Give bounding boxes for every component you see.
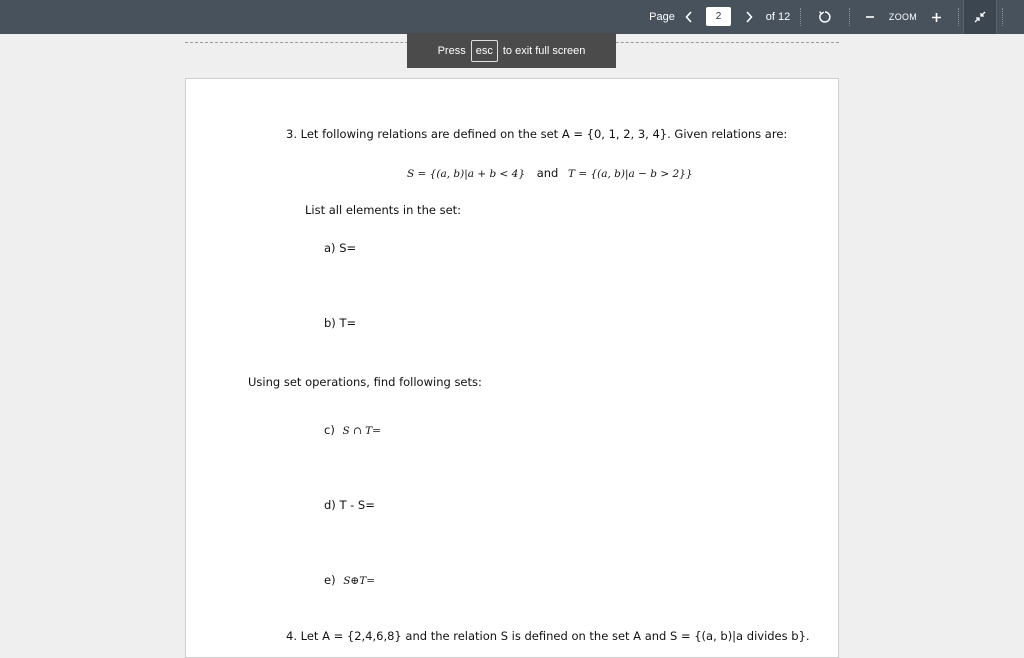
toolbar-separator [849,8,851,26]
item-d: d) T - S= [324,498,375,512]
rotate-button[interactable] [815,0,835,34]
viewer-toolbar [0,0,1024,34]
page-label: Page [649,11,675,23]
exit-fullscreen-button[interactable] [963,0,997,34]
and-word: and [536,166,559,180]
rotate-icon [818,10,832,24]
relation-t-definition: T = {(a, b)|a − b > 2}} [567,168,693,180]
zoom-in-button[interactable] [927,0,945,34]
item-c-label: c) [324,423,335,437]
plus-icon [931,12,942,23]
chevron-right-icon [745,11,753,23]
item-e-expression: S⊕T= [343,575,376,587]
toolbar-separator [958,8,960,26]
zoom-out-button[interactable] [862,0,878,34]
fullscreen-toast [407,33,616,68]
question-4-text: 4. Let A = {2,4,6,8} and the relation S is defined on the set A and S = {(a, b)|a divides b}. [286,629,810,643]
page-count: of 12 [765,11,791,23]
toast-rest-text: to exit full screen [502,44,586,57]
collapse-icon [974,11,986,23]
item-a: a) S= [324,241,357,255]
item-e [324,573,375,587]
item-b: b) T= [324,316,357,330]
chevron-left-icon [685,11,693,23]
next-page-button[interactable] [740,0,758,34]
toast-press-text: Press [437,44,466,57]
minus-icon [865,12,875,22]
relation-definitions [407,166,693,180]
relation-s-definition: S = {(a, b)|a + b < 4} [407,168,526,180]
document-page [185,78,839,658]
item-e-label: e) [324,573,336,587]
esc-key-badge: esc [471,40,498,62]
zoom-label: ZOOM [888,12,918,22]
page-number-input[interactable]: 2 [706,7,731,26]
toolbar-separator [800,8,802,26]
set-operations-prompt: Using set operations, find following sets: [248,375,482,389]
item-c [324,423,381,437]
list-elements-prompt: List all elements in the set: [305,203,462,217]
toolbar-separator [1002,8,1004,26]
question-3-intro: 3. Let following relations are defined on the set A = {0, 1, 2, 3, 4}. Given relations are: [286,127,788,141]
item-c-expression: S ∩ T= [342,425,381,437]
prev-page-button[interactable] [680,0,698,34]
